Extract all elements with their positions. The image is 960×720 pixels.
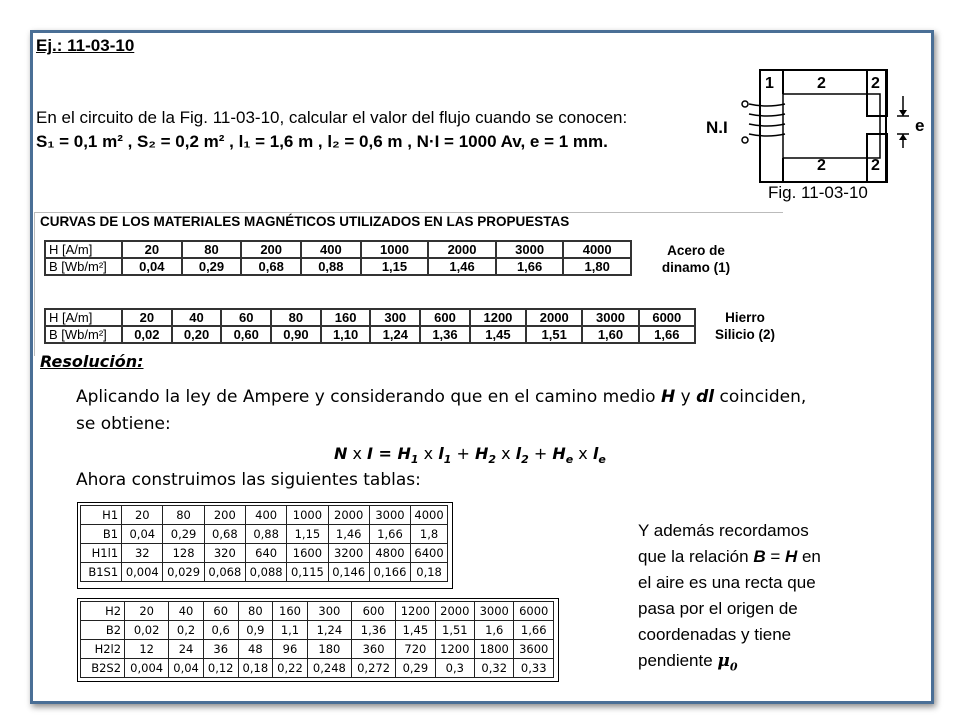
table-cell: 1,66 xyxy=(514,621,554,640)
table-cell: 1,46 xyxy=(328,525,369,544)
row-label: H1 xyxy=(81,506,122,525)
table-cell: 600 xyxy=(351,602,395,621)
eq-sub: 2 xyxy=(488,453,496,467)
table-cell: 0,9 xyxy=(238,621,273,640)
table-cell: 60 xyxy=(203,602,238,621)
table-cell: 0,2 xyxy=(169,621,204,640)
row-label: B2 xyxy=(81,621,125,640)
side-note-line: Y además recordamos xyxy=(638,521,809,540)
eq-sub: e xyxy=(598,453,606,467)
table-cell: 0,272 xyxy=(351,659,395,678)
mu-symbol: μ xyxy=(717,651,730,671)
row-label: B1 xyxy=(81,525,122,544)
table-row xyxy=(81,563,448,582)
statement-line-2: S₁ = 0,1 m² , S₂ = 0,2 m² , l₁ = 1,6 m , l₂ = 0,6 m , N·I = 1000 Av, e = 1 mm. xyxy=(36,132,608,151)
table-cell: 96 xyxy=(273,640,308,659)
table-cell: 3000 xyxy=(369,506,410,525)
table-cell: 2000 xyxy=(526,309,582,326)
resolution-line-1 xyxy=(76,384,926,411)
table-cell: 0,18 xyxy=(238,659,273,678)
table-cell: 1,24 xyxy=(307,621,351,640)
b-symbol: B xyxy=(753,547,766,566)
problem-statement xyxy=(36,106,627,154)
table-cell: 1,1 xyxy=(273,621,308,640)
table-cell: 4000 xyxy=(563,241,631,258)
table-cell: 3000 xyxy=(582,309,638,326)
side-note-line xyxy=(638,544,878,570)
table-cell: 1000 xyxy=(361,241,429,258)
table-cell: 0,32 xyxy=(475,659,514,678)
figure-ni-label: N.I xyxy=(706,118,728,137)
table-cell: 720 xyxy=(396,640,435,659)
row-label: B2S2 xyxy=(81,659,125,678)
table-cell: 160 xyxy=(321,309,371,326)
table-cell: 80 xyxy=(271,309,321,326)
table-cell: 1,10 xyxy=(321,326,371,343)
material1-name-line1: Acero de xyxy=(667,243,725,258)
material2-b-row xyxy=(45,326,695,343)
table-cell: 20 xyxy=(122,241,182,258)
table-cell: 0,88 xyxy=(245,525,286,544)
table-cell: 0,146 xyxy=(328,563,369,582)
text-span: que la relación xyxy=(638,547,754,566)
h-symbol: H xyxy=(660,387,676,407)
text-span: y xyxy=(675,387,697,407)
table-cell: 60 xyxy=(221,309,271,326)
table-cell: 1,36 xyxy=(420,326,470,343)
table-cell: 40 xyxy=(172,309,222,326)
table-cell: 0,004 xyxy=(125,659,169,678)
table-cell: 0,22 xyxy=(273,659,308,678)
table-cell: 1,51 xyxy=(435,621,474,640)
eq-l: l xyxy=(515,444,522,463)
material1-name xyxy=(646,242,746,276)
table-cell: 128 xyxy=(163,544,204,563)
table-cell: 24 xyxy=(169,640,204,659)
table-cell: 300 xyxy=(307,602,351,621)
table-cell: 300 xyxy=(370,309,420,326)
table-cell: 200 xyxy=(241,241,301,258)
eq-plus: + xyxy=(451,444,475,463)
table-cell: 360 xyxy=(351,640,395,659)
figure-bottom-label-2: 2 xyxy=(817,157,826,174)
resolution-paragraph xyxy=(76,384,926,438)
material2-name-line1: Hierro xyxy=(725,310,765,325)
table-cell: 0,02 xyxy=(125,621,169,640)
table-cell: 0,068 xyxy=(204,563,245,582)
curves-title: CURVAS DE LOS MATERIALES MAGNÉTICOS UTILIZADOS EN LAS PROPUESTAS xyxy=(40,214,570,229)
resolution-title: Resolución: xyxy=(40,352,144,371)
table-cell: 1200 xyxy=(435,640,474,659)
side-note-line: coordenadas y tiene xyxy=(638,625,792,644)
table-row xyxy=(81,621,554,640)
table-cell: 0,88 xyxy=(301,258,361,275)
table-cell: 1,8 xyxy=(411,525,448,544)
table-cell: 0,166 xyxy=(369,563,410,582)
eq-i-h: I = H xyxy=(367,444,411,463)
table-cell: 1200 xyxy=(396,602,435,621)
figure-top-label-2: 2 xyxy=(817,75,826,92)
figure-bottom-right-label: 2 xyxy=(871,157,880,174)
table-cell: 40 xyxy=(169,602,204,621)
table-cell: 0,90 xyxy=(271,326,321,343)
eq-h: H xyxy=(552,444,566,463)
table-cell: 3600 xyxy=(514,640,554,659)
table-cell: 3200 xyxy=(328,544,369,563)
table-cell: 640 xyxy=(245,544,286,563)
table-cell: 2000 xyxy=(435,602,474,621)
table-cell: 1,60 xyxy=(582,326,638,343)
table-cell: 36 xyxy=(203,640,238,659)
table-cell: 0,68 xyxy=(241,258,301,275)
material1-b-row xyxy=(45,258,631,275)
table-cell: 1,6 xyxy=(475,621,514,640)
dl-symbol: dl xyxy=(696,387,715,407)
table-cell: 0,29 xyxy=(163,525,204,544)
material1-curve-table xyxy=(44,240,632,276)
mu-subscript: 0 xyxy=(729,660,738,674)
table-cell: 1,45 xyxy=(396,621,435,640)
table-cell: 1000 xyxy=(287,506,328,525)
table-cell: 1600 xyxy=(287,544,328,563)
side-note xyxy=(638,518,878,680)
table-cell: 48 xyxy=(238,640,273,659)
table-cell: 1200 xyxy=(470,309,526,326)
table-cell: 0,248 xyxy=(307,659,351,678)
table-cell: 0,115 xyxy=(287,563,328,582)
table-row xyxy=(81,506,448,525)
table-cell: 0,04 xyxy=(122,525,163,544)
table-cell: 1,80 xyxy=(563,258,631,275)
calc-table-material2 xyxy=(80,601,554,678)
table-cell: 1,15 xyxy=(287,525,328,544)
table-cell: 3000 xyxy=(496,241,564,258)
text-span: = xyxy=(765,547,785,566)
table-row xyxy=(81,525,448,544)
side-note-line xyxy=(638,648,878,680)
table-cell: 600 xyxy=(420,309,470,326)
table-cell: 0,20 xyxy=(172,326,222,343)
table-cell: 1,66 xyxy=(369,525,410,544)
eq-plus: + xyxy=(528,444,553,463)
table-row xyxy=(81,544,448,563)
table-cell: 1,36 xyxy=(351,621,395,640)
eq-times: x xyxy=(495,444,516,463)
eq-sub: 1 xyxy=(410,453,419,467)
table-cell: 0,29 xyxy=(396,659,435,678)
table-cell: 1,24 xyxy=(370,326,420,343)
table-cell: 0,04 xyxy=(169,659,204,678)
table-cell: 4000 xyxy=(411,506,448,525)
text-span: en xyxy=(797,547,821,566)
table-cell: 400 xyxy=(301,241,361,258)
table-cell: 6000 xyxy=(514,602,554,621)
table-cell: 1,45 xyxy=(470,326,526,343)
table-cell: 20 xyxy=(122,309,172,326)
table-cell: 0,04 xyxy=(122,258,182,275)
material2-name-line2: Silicio (2) xyxy=(714,327,775,342)
table-cell: 0,68 xyxy=(204,525,245,544)
table-row xyxy=(81,602,554,621)
table-cell: 1800 xyxy=(475,640,514,659)
table-cell: 1,46 xyxy=(428,258,496,275)
table-cell: 12 xyxy=(125,640,169,659)
table-cell: 2000 xyxy=(428,241,496,258)
h-label: H [A/m] xyxy=(45,241,122,258)
eq-h: H xyxy=(474,444,489,463)
eq-times: x xyxy=(573,444,593,463)
material1-name-line2: dinamo (1) xyxy=(661,260,731,275)
table-cell: 1,66 xyxy=(496,258,564,275)
ampere-equation xyxy=(334,444,606,466)
tables-intro: Ahora construimos las siguientes tablas: xyxy=(76,470,421,490)
figure-caption: Fig. 11-03-10 xyxy=(768,183,868,202)
table-cell: 0,60 xyxy=(221,326,271,343)
table-cell: 400 xyxy=(245,506,286,525)
table-row xyxy=(81,640,554,659)
material2-curve-table xyxy=(44,308,696,344)
row-label: H1l1 xyxy=(81,544,122,563)
figure-top-label-1: 1 xyxy=(765,75,774,92)
table-cell: 6000 xyxy=(639,309,695,326)
text-span: pendiente xyxy=(638,651,718,670)
material2-name xyxy=(700,309,790,343)
table-cell: 80 xyxy=(182,241,242,258)
row-label: B1S1 xyxy=(81,563,122,582)
table-cell: 6400 xyxy=(411,544,448,563)
table-cell: 0,02 xyxy=(122,326,172,343)
eq-sub: e xyxy=(565,453,574,467)
table-cell: 0,18 xyxy=(411,563,448,582)
b-label: B [Wb/m²] xyxy=(45,326,122,343)
table-cell: 0,004 xyxy=(122,563,163,582)
eq-times: x xyxy=(347,444,368,463)
statement-line-1: En el circuito de la Fig. 11-03-10, calcular el valor del flujo cuando se conocen: xyxy=(36,108,628,127)
resolution-line-2: se obtiene: xyxy=(76,414,171,434)
table-cell: 4800 xyxy=(369,544,410,563)
calc-table-material1 xyxy=(80,505,448,582)
table-cell: 1,66 xyxy=(639,326,695,343)
table-cell: 20 xyxy=(125,602,169,621)
table-cell: 0,29 xyxy=(182,258,242,275)
h-label: H [A/m] xyxy=(45,309,122,326)
table-cell: 1,51 xyxy=(526,326,582,343)
table-cell: 200 xyxy=(204,506,245,525)
table-cell: 20 xyxy=(122,506,163,525)
table-row xyxy=(81,659,554,678)
exercise-title: Ej.: 11-03-10 xyxy=(36,36,135,55)
figure-gap-label: e xyxy=(915,116,925,135)
side-note-line: pasa por el origen de xyxy=(638,599,798,618)
material1-h-row xyxy=(45,241,631,258)
text-span: coinciden, xyxy=(714,387,807,407)
table-cell: 80 xyxy=(163,506,204,525)
table-cell: 0,12 xyxy=(203,659,238,678)
side-note-line: el aire es una recta que xyxy=(638,573,816,592)
eq-n: N xyxy=(334,444,348,463)
table-cell: 320 xyxy=(204,544,245,563)
table-cell: 2000 xyxy=(328,506,369,525)
table-cell: 0,6 xyxy=(203,621,238,640)
table-cell: 1,15 xyxy=(361,258,429,275)
table-cell: 180 xyxy=(307,640,351,659)
table-cell: 0,3 xyxy=(435,659,474,678)
eq-times: x xyxy=(418,444,439,463)
eq-sub: 1 xyxy=(443,453,452,467)
eq-l: l xyxy=(438,444,444,463)
eq-l: l xyxy=(592,444,599,463)
table-cell: 3000 xyxy=(475,602,514,621)
material2-h-row xyxy=(45,309,695,326)
row-label: H2l2 xyxy=(81,640,125,659)
table-cell: 0,088 xyxy=(245,563,286,582)
h-symbol: H xyxy=(784,547,798,566)
table-cell: 160 xyxy=(273,602,308,621)
b-label: B [Wb/m²] xyxy=(45,258,122,275)
table-cell: 32 xyxy=(122,544,163,563)
figure-top-right-label: 2 xyxy=(871,75,880,92)
table-cell: 80 xyxy=(238,602,273,621)
row-label: H2 xyxy=(81,602,125,621)
text-span: Aplicando la ley de Ampere y considerando que en el camino medio xyxy=(76,387,661,407)
eq-sub: 2 xyxy=(521,453,529,467)
table-cell: 0,33 xyxy=(514,659,554,678)
table-cell: 0,029 xyxy=(163,563,204,582)
